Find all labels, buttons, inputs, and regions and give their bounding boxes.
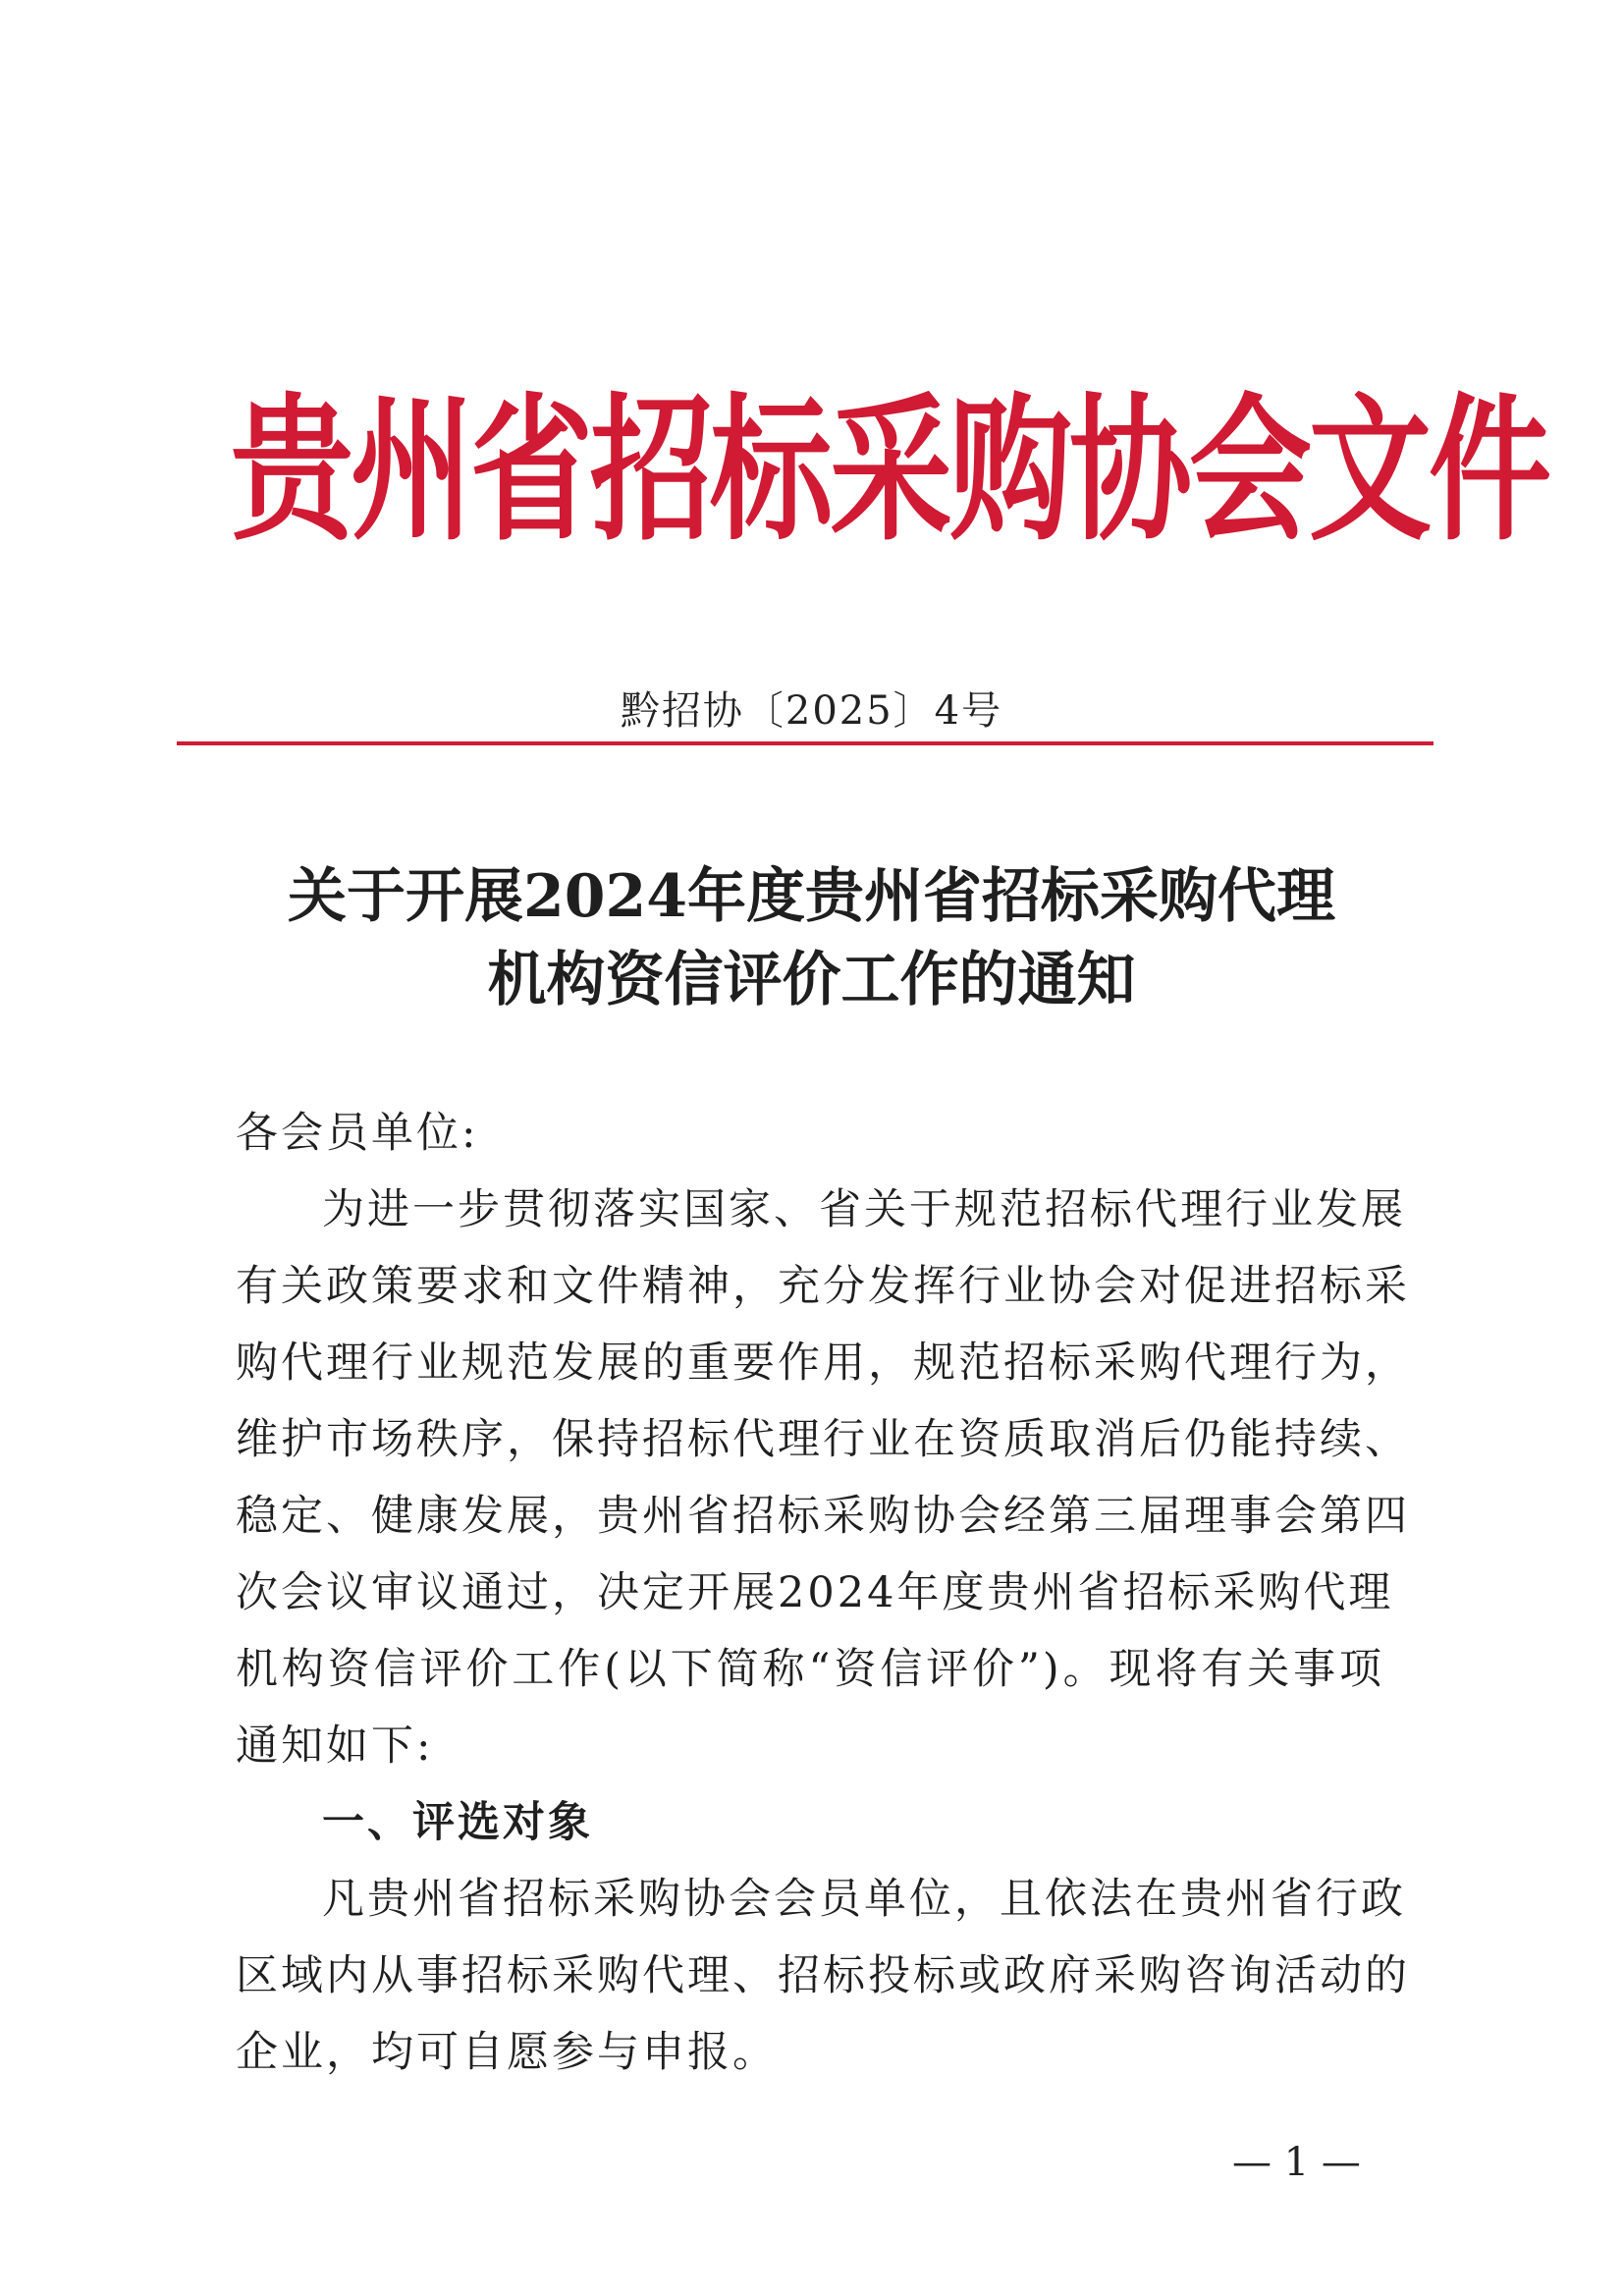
paragraph-line: 购代理行业规范发展的重要作用，规范招标采购代理行为， <box>236 1339 1410 1388</box>
document-body <box>236 1095 1410 2091</box>
paragraph-line: 通知如下: <box>236 1722 434 1771</box>
paragraph-line: 稳定、健康发展，贵州省招标采购协会经第三届理事会第四 <box>236 1492 1410 1541</box>
paragraph-line: 区域内从事招标采购代理、招标投标或政府采购咨询活动的 <box>236 1951 1410 2000</box>
paragraph-line: 次会议审议通过，决定开展2024年度贵州省招标采购代理 <box>236 1568 1394 1617</box>
notice-title-line-1: 关于开展2024年度贵州省招标采购代理 <box>288 862 1335 931</box>
page-number: — 1 — <box>1232 2140 1361 2185</box>
section-heading: 一、评选对象 <box>322 1798 593 1847</box>
notice-title-line-2: 机构资信评价工作的通知 <box>487 946 1136 1014</box>
salutation: 各会员单位: <box>236 1109 479 1158</box>
paragraph-line: 维护市场秩序，保持招标代理行业在资质取消后仍能持续、 <box>236 1415 1410 1464</box>
document-number: 黔招协〔2025〕4号 <box>620 688 1003 734</box>
paragraph-line: 凡贵州省招标采购协会会员单位，且依法在贵州省行政 <box>322 1875 1406 1924</box>
paragraph-line: 为进一步贯彻落实国家、省关于规范招标代理行业发展 <box>322 1185 1406 1234</box>
paragraph-line: 机构资信评价工作(以下简称“资信评价”)。现将有关事项 <box>236 1645 1384 1694</box>
masthead-title: 贵州省招标采购协会文件 <box>231 380 1548 563</box>
red-divider-line <box>177 741 1434 745</box>
paragraph-line: 有关政策要求和文件精神，充分发挥行业协会对促进招标采 <box>236 1262 1410 1311</box>
paragraph-line: 企业，均可自愿参与申报。 <box>236 2028 778 2077</box>
